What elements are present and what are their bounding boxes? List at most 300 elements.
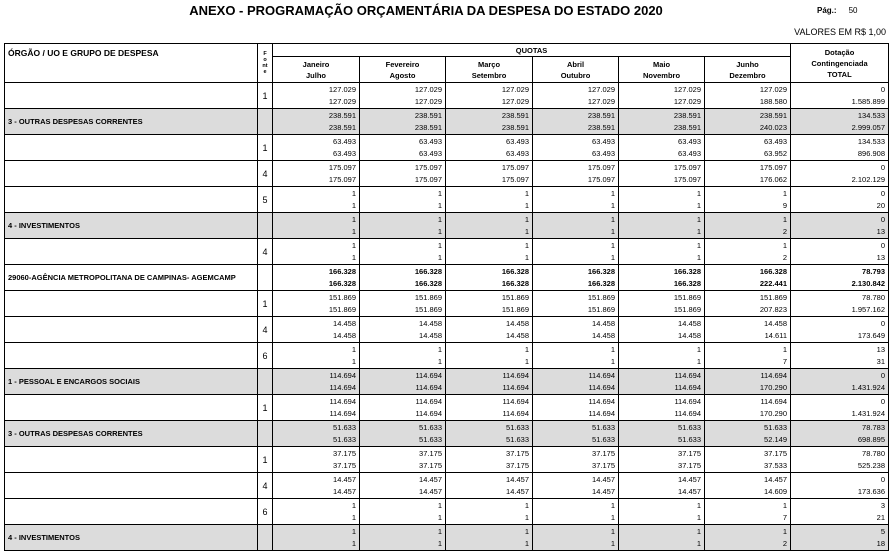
value-second-half: 1: [524, 200, 529, 210]
quota-cell: [705, 369, 791, 395]
quota-cell: [446, 135, 533, 161]
row-description: [5, 499, 258, 525]
quota-cell: [273, 187, 360, 213]
month-second-half: Agosto: [389, 70, 416, 80]
quota-cell: [360, 83, 446, 109]
month-second-half: Dezembro: [729, 70, 766, 80]
quota-cell: [619, 135, 705, 161]
quota-cell: [533, 421, 619, 447]
quota-cell: [446, 109, 533, 135]
value-second-half: 114.694: [415, 382, 442, 392]
fonte-header: [258, 44, 273, 83]
month-first-half: Março: [477, 59, 501, 69]
quota-cell: [705, 187, 791, 213]
month-second-half: Outubro: [560, 70, 591, 80]
value-first-half: 1: [351, 240, 356, 250]
value-second-half: 127.029: [328, 96, 356, 106]
value-second-half: 7: [782, 512, 787, 522]
row-fonte: [258, 421, 273, 447]
quota-cell: [446, 83, 533, 109]
value-second-half: 63.493: [419, 148, 442, 158]
quota-cell: [705, 109, 791, 135]
row-fonte: 1: [258, 83, 273, 109]
value-first-half: 1: [782, 500, 787, 510]
value-second-half: 114.694: [502, 382, 529, 392]
table-row: [5, 343, 889, 369]
value-first-half: 0: [880, 370, 885, 380]
quota-cell: [360, 135, 446, 161]
value-first-half: 1: [782, 188, 787, 198]
value-second-half: 2.130.842: [851, 278, 885, 288]
quota-cell: [360, 447, 446, 473]
table-row: [5, 239, 889, 265]
quota-cell: [446, 317, 533, 343]
value-second-half: 37.175: [333, 460, 356, 470]
value-first-half: 14.458: [506, 318, 529, 328]
row-description: [5, 135, 258, 161]
value-second-half: 63.493: [333, 148, 356, 158]
value-first-half: 63.493: [764, 136, 787, 146]
month-header: [705, 57, 791, 83]
quota-cell: [705, 83, 791, 109]
value-second-half: 114.694: [674, 382, 701, 392]
dotacao-line-2: Contingenciada: [811, 58, 868, 68]
value-first-half: 14.458: [419, 318, 442, 328]
quota-cell: [619, 109, 705, 135]
quota-cell: [273, 135, 360, 161]
value-second-half: 21: [876, 512, 885, 522]
quota-cell: [619, 499, 705, 525]
value-second-half: 63.493: [592, 148, 615, 158]
dotacao-cell: [791, 421, 889, 447]
row-description: [5, 473, 258, 499]
row-fonte: [258, 213, 273, 239]
value-second-half: 14.458: [678, 330, 701, 340]
quota-cell: [360, 343, 446, 369]
quota-cell: [360, 291, 446, 317]
quota-cell: [273, 317, 360, 343]
value-first-half: 51.633: [333, 422, 356, 432]
value-first-half: 1: [696, 240, 701, 250]
quota-cell: [360, 109, 446, 135]
month-header: [273, 57, 360, 83]
value-second-half: 9: [782, 200, 787, 210]
quota-cell: [533, 447, 619, 473]
row-description: [5, 343, 258, 369]
value-first-half: 114.694: [588, 370, 615, 380]
quota-cell: [619, 473, 705, 499]
dotacao-cell: [791, 213, 889, 239]
value-first-half: 63.493: [506, 136, 529, 146]
value-first-half: 63.493: [333, 136, 356, 146]
budget-table-body: [5, 83, 889, 551]
value-second-half: 151.869: [501, 304, 529, 314]
value-second-half: 14.457: [333, 486, 356, 496]
month-second-half: Julho: [306, 70, 326, 80]
value-first-half: 1: [351, 214, 356, 224]
value-first-half: 1: [437, 344, 442, 354]
quota-cell: [619, 161, 705, 187]
row-fonte: 1: [258, 135, 273, 161]
quota-cell: [273, 395, 360, 421]
value-first-half: 14.457: [592, 474, 615, 484]
value-second-half: 166.328: [501, 278, 529, 288]
table-row: [5, 265, 889, 291]
quota-cell: [533, 525, 619, 551]
quota-cell: [273, 161, 360, 187]
value-second-half: 175.097: [328, 174, 356, 184]
value-second-half: 1: [696, 538, 701, 548]
value-first-half: 0: [880, 318, 885, 328]
month-first-half: Fevereiro: [385, 59, 420, 69]
value-second-half: 1: [524, 252, 529, 262]
quota-cell: [533, 187, 619, 213]
value-second-half: 127.029: [587, 96, 615, 106]
value-first-half: 78.793: [862, 266, 885, 276]
table-row: [5, 187, 889, 213]
dotacao-cell: [791, 161, 889, 187]
value-first-half: 175.097: [501, 162, 529, 172]
quota-cell: [360, 395, 446, 421]
value-second-half: 1: [351, 538, 356, 548]
value-second-half: 1: [524, 226, 529, 236]
value-second-half: 63.493: [678, 148, 701, 158]
quota-cell: [619, 369, 705, 395]
value-first-half: 166.328: [328, 266, 356, 276]
value-first-half: 175.097: [673, 162, 701, 172]
quota-cell: [619, 291, 705, 317]
value-second-half: 1: [437, 538, 442, 548]
value-second-half: 51.633: [678, 434, 701, 444]
value-first-half: 1: [610, 526, 615, 536]
quota-cell: [273, 525, 360, 551]
value-second-half: 170.290: [759, 408, 787, 418]
value-second-half: 1: [437, 512, 442, 522]
value-second-half: 151.869: [414, 304, 442, 314]
value-second-half: 13: [876, 226, 885, 236]
value-second-half: 1: [437, 356, 442, 366]
value-first-half: 0: [880, 84, 885, 94]
row-fonte: [258, 109, 273, 135]
value-second-half: 525.238: [857, 460, 885, 470]
value-second-half: 1: [610, 200, 615, 210]
row-description: [5, 291, 258, 317]
value-first-half: 166.328: [414, 266, 442, 276]
value-first-half: 127.029: [501, 84, 529, 94]
value-second-half: 1: [610, 252, 615, 262]
quota-cell: [533, 343, 619, 369]
quota-cell: [533, 499, 619, 525]
quota-cell: [273, 421, 360, 447]
quota-cell: [705, 473, 791, 499]
quota-cell: [533, 161, 619, 187]
table-row: [5, 291, 889, 317]
row-description: [5, 83, 258, 109]
value-first-half: 114.694: [760, 396, 787, 406]
value-first-half: 238.591: [673, 110, 701, 120]
quota-cell: [446, 447, 533, 473]
value-second-half: 1: [696, 252, 701, 262]
value-second-half: 14.458: [333, 330, 356, 340]
value-second-half: 238.591: [587, 122, 615, 132]
value-second-half: 1: [524, 512, 529, 522]
row-description: 29060-AGÊNCIA METROPOLITANA DE CAMPINAS- AGEMCAMP: [5, 265, 258, 291]
quota-cell: [619, 395, 705, 421]
value-first-half: 1: [351, 188, 356, 198]
values-unit-note: VALORES EM R$ 1,00: [794, 27, 886, 37]
quota-cell: [360, 317, 446, 343]
value-first-half: 1: [696, 214, 701, 224]
value-second-half: 14.458: [419, 330, 442, 340]
value-second-half: 37.175: [506, 460, 529, 470]
quota-cell: [619, 239, 705, 265]
value-first-half: 1: [524, 188, 529, 198]
value-first-half: 14.457: [764, 474, 787, 484]
value-second-half: 114.694: [329, 382, 356, 392]
quota-cell: [446, 161, 533, 187]
dotacao-cell: [791, 317, 889, 343]
value-first-half: 5: [880, 526, 885, 536]
value-second-half: 1: [351, 252, 356, 262]
table-row: [5, 161, 889, 187]
value-first-half: 1: [351, 526, 356, 536]
value-first-half: 1: [437, 188, 442, 198]
value-second-half: 51.633: [506, 434, 529, 444]
month-header: [533, 57, 619, 83]
row-fonte: 4: [258, 161, 273, 187]
dotacao-cell: [791, 473, 889, 499]
value-first-half: 14.458: [592, 318, 615, 328]
quota-cell: [273, 239, 360, 265]
value-first-half: 238.591: [414, 110, 442, 120]
value-second-half: 240.023: [759, 122, 787, 132]
value-first-half: 127.029: [328, 84, 356, 94]
value-second-half: 1.431.924: [851, 382, 885, 392]
value-first-half: 37.175: [506, 448, 529, 458]
quota-cell: [446, 499, 533, 525]
value-second-half: 1: [351, 356, 356, 366]
table-row: [5, 135, 889, 161]
quota-cell: [619, 447, 705, 473]
value-first-half: 151.869: [759, 292, 787, 302]
value-second-half: 1: [610, 512, 615, 522]
value-first-half: 14.458: [678, 318, 701, 328]
quota-cell: [273, 369, 360, 395]
value-first-half: 175.097: [328, 162, 356, 172]
value-second-half: 1.431.924: [851, 408, 885, 418]
value-first-half: 1: [437, 526, 442, 536]
quota-cell: [705, 239, 791, 265]
row-fonte: 4: [258, 317, 273, 343]
quota-cell: [619, 265, 705, 291]
value-first-half: 166.328: [759, 266, 787, 276]
dotacao-header: [791, 44, 889, 83]
value-first-half: 134.533: [857, 136, 885, 146]
value-second-half: 37.175: [592, 460, 615, 470]
value-first-half: 114.694: [502, 396, 529, 406]
row-description: [5, 447, 258, 473]
value-first-half: 0: [880, 240, 885, 250]
value-second-half: 114.694: [674, 408, 701, 418]
value-second-half: 13: [876, 252, 885, 262]
dotacao-cell: [791, 369, 889, 395]
value-first-half: 14.458: [764, 318, 787, 328]
row-description: 4 - INVESTIMENTOS: [5, 213, 258, 239]
value-second-half: 114.694: [502, 408, 529, 418]
value-first-half: 37.175: [592, 448, 615, 458]
value-second-half: 1: [524, 538, 529, 548]
value-first-half: 0: [880, 214, 885, 224]
value-second-half: 166.328: [587, 278, 615, 288]
orgao-header: ÓRGÃO / UO E GRUPO DE DESPESA: [5, 44, 258, 83]
quota-cell: [533, 265, 619, 291]
value-first-half: 78.783: [862, 422, 885, 432]
value-second-half: 37.533: [764, 460, 787, 470]
value-second-half: 175.097: [673, 174, 701, 184]
dotacao-line-1: Dotação: [824, 47, 855, 57]
value-first-half: 14.458: [333, 318, 356, 328]
value-first-half: 51.633: [592, 422, 615, 432]
quota-cell: [273, 447, 360, 473]
quota-cell: [705, 265, 791, 291]
quota-cell: [446, 213, 533, 239]
value-first-half: 63.493: [592, 136, 615, 146]
quota-cell: [533, 473, 619, 499]
value-first-half: 0: [880, 396, 885, 406]
value-second-half: 1: [696, 200, 701, 210]
quota-cell: [619, 525, 705, 551]
value-second-half: 151.869: [673, 304, 701, 314]
value-second-half: 18: [876, 538, 885, 548]
quota-cell: [273, 213, 360, 239]
row-description: 1 - PESSOAL E ENCARGOS SOCIAIS: [5, 369, 258, 395]
quota-cell: [705, 291, 791, 317]
quota-cell: [533, 135, 619, 161]
value-first-half: 175.097: [759, 162, 787, 172]
value-second-half: 1: [351, 200, 356, 210]
value-second-half: 14.458: [592, 330, 615, 340]
quota-cell: [446, 525, 533, 551]
quota-cell: [705, 499, 791, 525]
value-second-half: 2.102.129: [851, 174, 885, 184]
value-first-half: 151.869: [673, 292, 701, 302]
value-first-half: 14.457: [419, 474, 442, 484]
quota-cell: [533, 395, 619, 421]
row-description: 3 - OUTRAS DESPESAS CORRENTES: [5, 421, 258, 447]
quota-cell: [360, 161, 446, 187]
row-fonte: 4: [258, 473, 273, 499]
row-fonte: 1: [258, 447, 273, 473]
value-first-half: 1: [610, 214, 615, 224]
row-fonte: 4: [258, 239, 273, 265]
row-fonte: [258, 265, 273, 291]
value-second-half: 1: [696, 226, 701, 236]
quota-cell: [446, 421, 533, 447]
value-second-half: 127.029: [501, 96, 529, 106]
value-second-half: 175.097: [501, 174, 529, 184]
dotacao-cell: [791, 291, 889, 317]
value-second-half: 238.591: [501, 122, 529, 132]
quota-cell: [446, 291, 533, 317]
month-second-half: Novembro: [642, 70, 681, 80]
month-header: [446, 57, 533, 83]
value-first-half: 166.328: [587, 266, 615, 276]
page-label: Pág.:: [817, 6, 837, 15]
quota-cell: [619, 421, 705, 447]
value-first-half: 14.457: [678, 474, 701, 484]
month-first-half: Janeiro: [302, 59, 330, 69]
value-second-half: 1: [610, 538, 615, 548]
value-second-half: 14.458: [506, 330, 529, 340]
quota-cell: [360, 187, 446, 213]
value-first-half: 1: [524, 344, 529, 354]
table-row: [5, 525, 889, 551]
value-first-half: 1: [437, 240, 442, 250]
value-second-half: 166.328: [328, 278, 356, 288]
quota-cell: [360, 525, 446, 551]
quota-cell: [705, 213, 791, 239]
table-row: [5, 213, 889, 239]
value-first-half: 1: [696, 188, 701, 198]
quota-cell: [619, 187, 705, 213]
value-first-half: 51.633: [506, 422, 529, 432]
page-number: 50: [848, 6, 858, 15]
row-description: [5, 187, 258, 213]
value-second-half: 37.175: [678, 460, 701, 470]
value-first-half: 151.869: [501, 292, 529, 302]
value-first-half: 127.029: [759, 84, 787, 94]
value-second-half: 1: [610, 356, 615, 366]
row-fonte: 1: [258, 291, 273, 317]
value-first-half: 37.175: [419, 448, 442, 458]
quota-cell: [533, 317, 619, 343]
value-second-half: 37.175: [419, 460, 442, 470]
value-first-half: 166.328: [501, 266, 529, 276]
value-first-half: 114.694: [760, 370, 787, 380]
row-fonte: 6: [258, 343, 273, 369]
value-first-half: 37.175: [764, 448, 787, 458]
month-first-half: Junho: [736, 59, 759, 69]
quota-cell: [446, 369, 533, 395]
value-first-half: 37.175: [333, 448, 356, 458]
value-first-half: 13: [876, 344, 885, 354]
dotacao-cell: [791, 499, 889, 525]
budget-table: [4, 43, 889, 551]
row-description: 3 - OUTRAS DESPESAS CORRENTES: [5, 109, 258, 135]
value-second-half: 14.611: [764, 330, 787, 340]
quota-cell: [446, 343, 533, 369]
value-second-half: 63.952: [764, 148, 787, 158]
row-description: 4 - INVESTIMENTOS: [5, 525, 258, 551]
quota-cell: [705, 525, 791, 551]
value-second-half: 114.694: [329, 408, 356, 418]
quota-cell: [273, 265, 360, 291]
quota-cell: [446, 239, 533, 265]
value-first-half: 114.694: [674, 396, 701, 406]
value-second-half: 2: [782, 252, 787, 262]
value-first-half: 1: [782, 214, 787, 224]
quota-cell: [273, 343, 360, 369]
row-description: [5, 317, 258, 343]
row-description: [5, 395, 258, 421]
value-second-half: 207.823: [759, 304, 787, 314]
quotas-header: QUOTAS: [273, 44, 791, 57]
value-first-half: 1: [524, 214, 529, 224]
quota-cell: [273, 291, 360, 317]
value-first-half: 1: [782, 344, 787, 354]
dotacao-cell: [791, 135, 889, 161]
value-first-half: 175.097: [587, 162, 615, 172]
